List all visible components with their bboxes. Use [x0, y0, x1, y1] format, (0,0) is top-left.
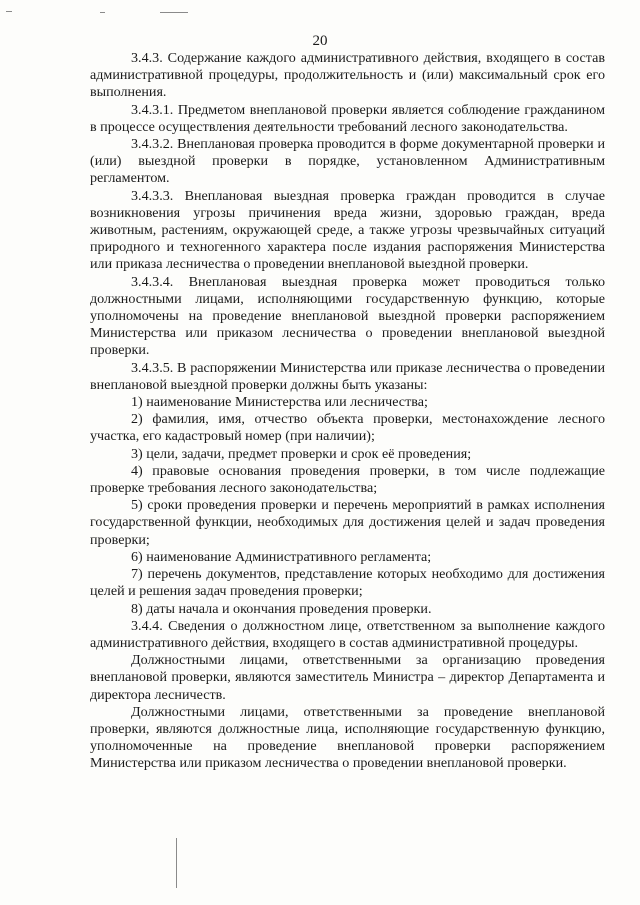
paragraph-3-4-3-1: 3.4.3.1. Предметом внеплановой проверки является соблюдение гражданином в процессе осуществления деятельности требований лесного законодательства.: [90, 101, 605, 135]
scan-artifact-top-right: [160, 12, 188, 13]
paragraph-3-4-3: 3.4.3. Содержание каждого административного действия, входящего в состав административной процедуры, продолжительность и (или) максимальный срок его выполнения.: [90, 50, 605, 101]
list-item-1: 1) наименование Министерства или лесничества;: [131, 394, 428, 411]
document-body: [90, 50, 605, 773]
paragraph-3-4-3-3: 3.4.3.3. Внеплановая выездная проверка граждан проводится в случае возникновения угрозы причинения вреда жизни, здоровью граждан, вреда животным, растениям, окружающей среде, а также угрозы чрезвычайных ситуаций природного и техногенного характера после издания распоряжения Министерства или приказа лесничества о проведении внеплановой выездной проверки.: [90, 187, 605, 273]
list-item-8: 8) даты начала и окончания проведения проверки.: [131, 600, 432, 617]
scan-artifact-top: [100, 12, 105, 13]
list-item-3: 3) цели, задачи, предмет проверки и срок её проведения;: [131, 445, 472, 462]
paragraph-3-4-3-4: 3.4.3.4. Внеплановая выездная проверка может проводиться только должностными лицами, исполняющими государственную функцию, которые уполномочены на проведение внеплановой выездной проверки распоряжением Министерства или приказом лесничества о проведении внеплановой выездной проверки.: [90, 273, 605, 359]
list-item-7: 7) перечень документов, представление которых необходимо для достижения целей и решения задач проведения проверки;: [90, 566, 605, 600]
paragraph-conducting-officials: Должностными лицами, ответственными за проведение внеплановой проверки, являются должностные лица, исполняющие государственную функцию, уполномоченные на проведение внеплановой проверки распоряжением Министерства или приказом лесничества о проведении внеплановой проверки.: [90, 703, 605, 772]
paragraph-3-4-3-5: 3.4.3.5. В распоряжении Министерства или приказе лесничества о проведении внеплановой выездной проверки должны быть указаны:: [90, 359, 605, 393]
list-item-6: 6) наименование Административного регламента;: [131, 548, 432, 565]
page-number: 20: [312, 33, 328, 49]
list-item-2: 2) фамилия, имя, отчество объекта проверки, местонахождение лесного участка, его кадастровый номер (при наличии);: [90, 411, 605, 445]
paragraph-3-4-4: 3.4.4. Сведения о должностном лице, ответственном за выполнение каждого административного действия, входящего в состав административной процедуры.: [90, 617, 605, 651]
list-item-4: 4) правовые основания проведения проверки, в том числе подлежащие проверке требования лесного законодательства;: [90, 462, 605, 497]
list-item-5: 5) сроки проведения проверки и перечень мероприятий в рамках исполнения государственной функции, необходимых для достижения целей и задач проведения проверки;: [90, 497, 605, 548]
scan-artifact-top-left: [6, 11, 12, 12]
paragraph-organization-officials: Должностными лицами, ответственными за организацию проведения внеплановой проверки, являются заместитель Министра – директор Департамента и директора лесничеств.: [90, 652, 605, 703]
scan-artifact-binding-line: [176, 838, 177, 888]
paragraph-3-4-3-2: 3.4.3.2. Внеплановая проверка проводится в форме документарной проверки и (или) выездной проверки в порядке, установленном Административным регламентом.: [90, 136, 605, 187]
